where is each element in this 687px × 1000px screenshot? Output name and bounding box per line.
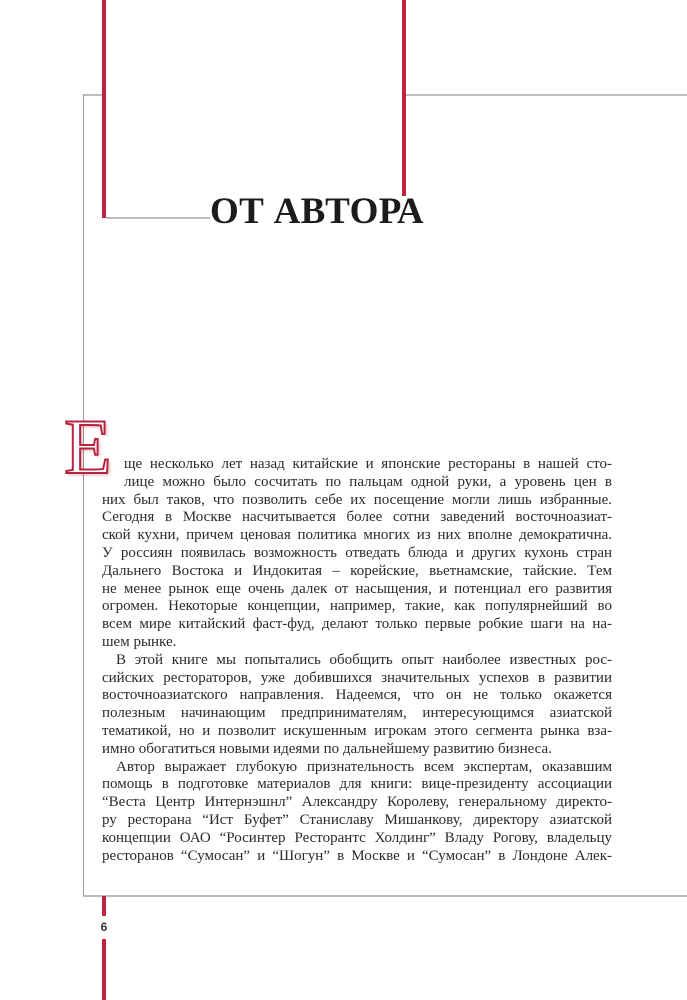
red-rule-right-top: [402, 0, 406, 196]
text-line: ской кухни, причем ценовая политика многих из них вполне демократична.: [102, 527, 612, 544]
text-line: лице можно было сосчитать по пальцам одной руки, а уровень цен в: [124, 473, 612, 490]
text-line: полезным начинающим предпринимателям, интересующимся азиатской: [102, 705, 612, 722]
text-line: не менее рынок еще очень далек от насыщения, и потенциал его развития: [102, 580, 612, 597]
frame-top-left: [83, 94, 102, 96]
text-line: них был таков, что позволить себе их посещение могли лишь избранные.: [102, 491, 612, 508]
text-line: “Веста Центр Интернэшнл” Александру Королеву, генеральному директо-: [102, 794, 612, 811]
text-line: помощь в подготовке материалов для книги: вице-президенту ассоциации: [102, 776, 612, 793]
frame-left: [83, 94, 84, 896]
text-line: восточноазиатского направления. Надеемся, что он не только окажется: [102, 687, 612, 704]
red-rule-bottom-lower: [102, 939, 106, 1000]
text-line: имно обогатиться новыми идеями по дальнейшему развитию бизнеса.: [102, 740, 552, 757]
text-line: Автор выражает глубокую признательность всем экспертам, оказавшим: [116, 758, 612, 775]
text-line: всем мире китайский фаст-фуд, делают только первые робкие шаги на на-: [102, 616, 612, 633]
page-number: 6: [100, 920, 108, 934]
red-rule-left-top: [102, 0, 106, 218]
text-line: концепции ОАО “Росинтер Ресторантс Холдинг” Владу Рогову, владельцу: [102, 829, 612, 846]
page-title: ОТ АВТОРА: [210, 191, 424, 232]
text-line: В этой книге мы попытались обобщить опыт наиболее известных рос-: [116, 651, 612, 668]
text-line: ще несколько лет назад китайские и японские рестораны в нашей сто-: [124, 456, 612, 472]
frame-top-right: [406, 94, 687, 96]
red-rule-bottom-upper: [102, 896, 106, 916]
drop-cap: Е: [64, 403, 112, 490]
text-line: огромен. Некоторые концепции, например, такие, как популярнейший во: [102, 598, 612, 615]
text-line: Сегодня в Москве насчитывается более сотни заведений восточноазиат-: [102, 509, 612, 526]
text-line: сийских рестораторов, уже добившихся значительных успехов в развитии: [102, 669, 612, 686]
text-line: Дальнего Востока и Индокитая – корейские, вьетнамские, тайские. Тем: [102, 562, 612, 579]
body-text: [102, 456, 612, 865]
text-line: тематикой, но и позволит искушенным игрокам этого сегмента рынка вза-: [102, 722, 612, 739]
text-line: ресторанов “Сумосан” и “Шогун” в Москве и “Сумосан” в Лондоне Алек-: [102, 847, 612, 864]
text-line: У россиян появилась возможность отведать блюда и других кухонь стран: [102, 544, 612, 561]
text-line: шем рынке.: [102, 633, 177, 650]
frame-bottom: [83, 895, 687, 897]
text-line: ру ресторана “Ист Буфет” Станиславу Мишанкову, директору азиатской: [102, 811, 612, 828]
title-rule: [106, 217, 210, 219]
